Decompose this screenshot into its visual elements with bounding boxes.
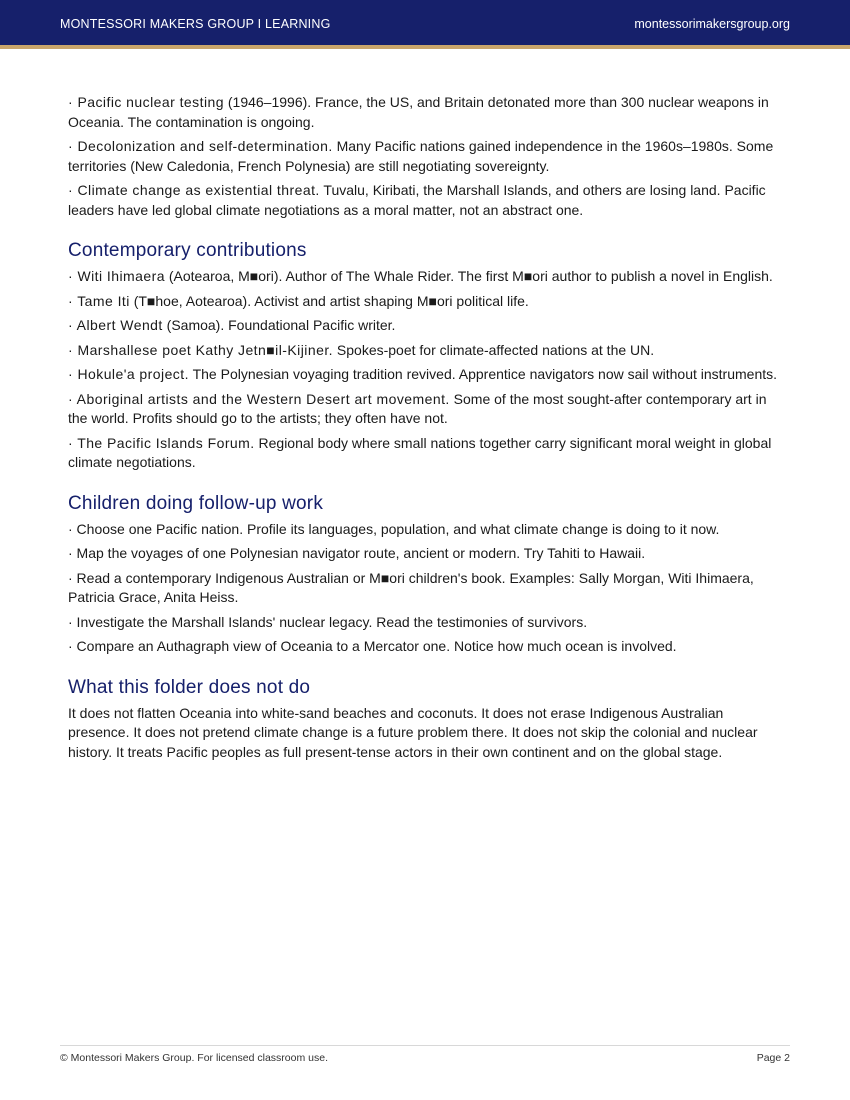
item-text: · Choose one Pacific nation. Profile its languages, population, and what climate change is doing to it now. bbox=[68, 520, 720, 537]
section-heading: Children doing follow-up work bbox=[68, 492, 324, 514]
item-lead: · Decolonization and self-determination. bbox=[68, 138, 333, 154]
list-item bbox=[68, 267, 784, 287]
section-heading: What this folder does not do bbox=[68, 676, 311, 698]
list-item bbox=[68, 434, 784, 473]
item-lead: · Albert Wendt bbox=[68, 317, 163, 333]
list-item bbox=[68, 292, 784, 312]
item-text: (Samoa). Foundational Pacific writer. bbox=[162, 317, 396, 333]
item-text: The Polynesian voyaging tradition revived. Apprentice navigators now sail without instruments. bbox=[188, 366, 778, 382]
list-item bbox=[68, 637, 784, 657]
item-text: Many Pacific nations gained independence in the 1960s–1980s. Some territories (New Caledonia, French Polynesia) are still negotiating sovereignty. bbox=[68, 138, 774, 174]
paragraph-text: It does not flatten Oceania into white-sand beaches and coconuts. It does not erase Indigenous Australian presence. It does not pretend climate change is a future problem there. It does not skip the colonial and nuclear history. It treats Pacific peoples as full present-tense actors in their own continent and on the global stage. bbox=[68, 704, 758, 760]
item-lead: · Pacific nuclear testing bbox=[68, 94, 224, 110]
page-header bbox=[0, 0, 850, 49]
item-lead: · Hokule'a project. bbox=[68, 366, 189, 382]
item-text: Tuvalu, Kiribati, the Marshall Islands, and others are losing land. Pacific leaders have led global climate negotiations as a moral matter, not an abstract one. bbox=[68, 182, 766, 218]
item-lead: · Marshallese poet Kathy Jetn■il-Kijiner. bbox=[68, 341, 334, 358]
page-number: Page 2 bbox=[756, 1052, 790, 1064]
section-follow-up-work bbox=[68, 493, 784, 657]
item-text: Spokes-poet for climate-affected nations at the UN. bbox=[333, 341, 655, 358]
item-lead: · Climate change as existential threat. bbox=[68, 182, 320, 198]
list-item bbox=[68, 390, 784, 429]
item-text: · Map the voyages of one Polynesian navigator route, ancient or modern. Try Tahiti to Hawaii. bbox=[68, 545, 646, 561]
footer-divider bbox=[60, 1045, 790, 1046]
page-content bbox=[68, 93, 784, 767]
item-text: Some of the most sought-after contemporary art in the world. Profits should go to the artists; they often have not. bbox=[68, 390, 767, 426]
item-text: (Aotearoa, M■ori). Author of The Whale Rider. The first M■ori author to publish a novel in English. bbox=[164, 268, 773, 284]
list-item bbox=[68, 365, 784, 385]
list-item bbox=[68, 544, 784, 564]
header-brand: MONTESSORI MAKERS GROUP I LEARNING bbox=[60, 17, 331, 31]
list-item bbox=[68, 613, 784, 633]
section-what-folder-does-not-do bbox=[68, 677, 784, 763]
list-item bbox=[68, 137, 784, 176]
item-text: · Read a contemporary Indigenous Australian or M■ori children's book. Examples: Sally Morgan, Witi Ihimaera, Patricia Grace, Anita Heiss. bbox=[68, 569, 754, 605]
list-item bbox=[68, 341, 784, 361]
item-text: · Investigate the Marshall Islands' nuclear legacy. Read the testimonies of survivors. bbox=[68, 613, 588, 630]
list-item bbox=[68, 316, 784, 336]
footer-copyright: © Montessori Makers Group. For licensed classroom use. bbox=[60, 1052, 328, 1064]
item-lead: · Tame Iti bbox=[68, 292, 130, 309]
list-item bbox=[68, 181, 784, 220]
item-text: · Compare an Authagraph view of Oceania to a Mercator one. Notice how much ocean is involved. bbox=[68, 638, 677, 654]
item-text: Regional body where small nations together carry significant moral weight in global climate negotiations. bbox=[68, 434, 772, 470]
list-item bbox=[68, 520, 784, 540]
header-website[interactable]: montessorimakersgroup.org bbox=[634, 17, 790, 31]
item-lead: · Aboriginal artists and the Western Desert art movement. bbox=[68, 390, 450, 407]
item-lead: · Witi Ihimaera bbox=[68, 268, 165, 284]
item-lead: · The Pacific Islands Forum. bbox=[68, 434, 255, 451]
intro-list bbox=[68, 93, 784, 220]
list-item bbox=[68, 569, 784, 608]
section-contemporary-contributions bbox=[68, 240, 784, 473]
item-text: (T■hoe, Aotearoa). Activist and artist shaping M■ori political life. bbox=[129, 292, 529, 309]
section-heading: Contemporary contributions bbox=[68, 240, 307, 261]
list-item bbox=[68, 93, 784, 132]
item-text: (1946–1996). France, the US, and Britain detonated more than 300 nuclear weapons in Oceania. The contamination is ongoing. bbox=[68, 94, 769, 130]
body-paragraph bbox=[68, 704, 784, 763]
